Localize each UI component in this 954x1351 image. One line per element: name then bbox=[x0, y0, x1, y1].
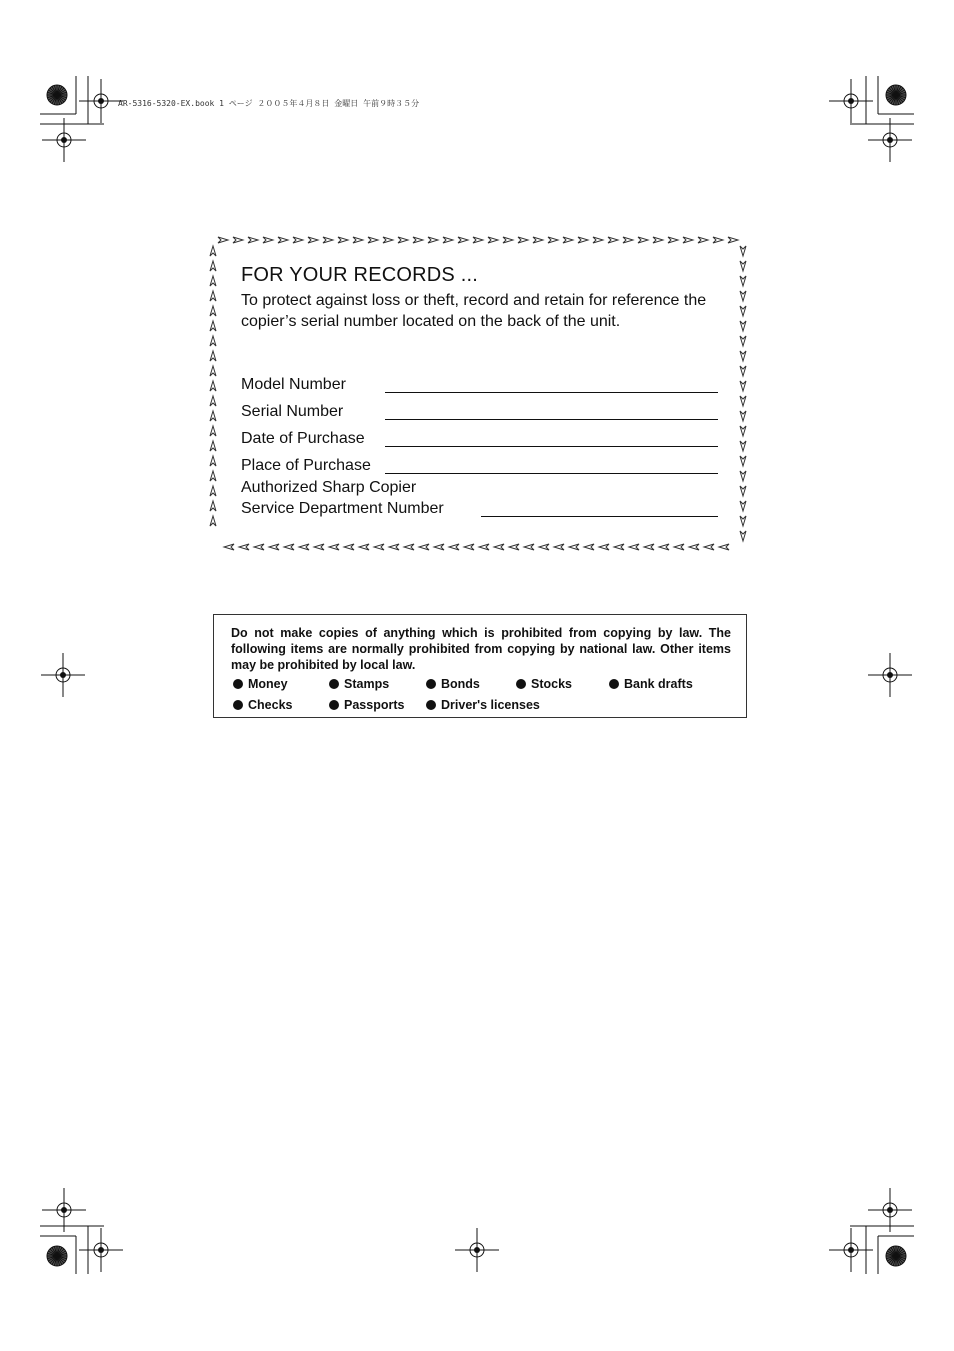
border-arrow-icon bbox=[210, 366, 216, 376]
bullet-icon bbox=[609, 679, 619, 689]
border-arrow-icon bbox=[518, 237, 528, 243]
border-arrow-icon bbox=[539, 544, 549, 550]
border-arrow-icon bbox=[428, 237, 438, 243]
border-arrow-icon bbox=[740, 471, 746, 481]
border-arrow-icon bbox=[443, 237, 453, 243]
border-arrow-icon bbox=[210, 471, 216, 481]
border-arrow-icon bbox=[494, 544, 504, 550]
border-arrow-icon bbox=[608, 237, 618, 243]
border-arrow-icon bbox=[383, 237, 393, 243]
border-arrow-icon bbox=[740, 321, 746, 331]
date-of-purchase-label: Date of Purchase bbox=[241, 430, 365, 447]
registration-dot bbox=[60, 672, 66, 678]
border-arrow-icon bbox=[299, 544, 309, 550]
border-arrow-icon bbox=[389, 544, 399, 550]
border-arrow-icon bbox=[210, 516, 216, 526]
border-arrow-icon bbox=[278, 237, 288, 243]
list-item: Money bbox=[233, 677, 288, 691]
border-arrow-icon bbox=[644, 544, 654, 550]
border-arrow-icon bbox=[210, 351, 216, 361]
border-arrow-icon bbox=[314, 544, 324, 550]
border-arrow-icon bbox=[210, 261, 216, 271]
border-arrow-icon bbox=[704, 544, 714, 550]
bullet-icon bbox=[233, 700, 243, 710]
border-arrow-icon bbox=[488, 237, 498, 243]
border-arrow-icon bbox=[368, 237, 378, 243]
model-number-label: Model Number bbox=[241, 376, 346, 393]
border-arrow-icon bbox=[239, 544, 249, 550]
bullet-icon bbox=[329, 700, 339, 710]
border-arrow-icon bbox=[210, 426, 216, 436]
border-arrow-icon bbox=[419, 544, 429, 550]
border-arrow-icon bbox=[269, 544, 279, 550]
border-arrow-icon bbox=[740, 456, 746, 466]
border-arrow-icon bbox=[554, 544, 564, 550]
registration-dot bbox=[887, 1207, 893, 1213]
registration-dot bbox=[848, 98, 854, 104]
border-arrow-icon bbox=[668, 237, 678, 243]
border-arrow-icon bbox=[524, 544, 534, 550]
border-arrow-icon bbox=[284, 544, 294, 550]
border-arrow-icon bbox=[740, 501, 746, 511]
border-arrow-icon bbox=[569, 544, 579, 550]
border-arrow-icon bbox=[210, 501, 216, 511]
border-arrow-icon bbox=[210, 456, 216, 466]
registration-dot bbox=[474, 1247, 480, 1253]
border-arrow-icon bbox=[740, 351, 746, 361]
border-arrow-icon bbox=[740, 396, 746, 406]
border-arrow-icon bbox=[210, 396, 216, 406]
border-arrow-icon bbox=[263, 237, 273, 243]
border-arrow-icon bbox=[638, 237, 648, 243]
border-arrow-icon bbox=[623, 237, 633, 243]
border-arrow-icon bbox=[248, 237, 258, 243]
list-item: Checks bbox=[233, 698, 292, 712]
registration-dot bbox=[887, 137, 893, 143]
border-arrow-icon bbox=[479, 544, 489, 550]
border-arrow-icon bbox=[210, 321, 216, 331]
border-arrow-icon bbox=[740, 291, 746, 301]
border-arrow-icon bbox=[329, 544, 339, 550]
border-arrow-icon bbox=[224, 544, 234, 550]
border-arrow-icon bbox=[740, 381, 746, 391]
border-arrow-icon bbox=[578, 237, 588, 243]
border-arrow-icon bbox=[674, 544, 684, 550]
bullet-icon bbox=[329, 679, 339, 689]
border-arrow-icon bbox=[740, 246, 746, 256]
border-arrow-icon bbox=[719, 544, 729, 550]
border-arrow-icon bbox=[233, 237, 243, 243]
border-arrow-icon bbox=[464, 544, 474, 550]
border-arrow-icon bbox=[659, 544, 669, 550]
border-arrow-icon bbox=[458, 237, 468, 243]
bullet-icon bbox=[426, 679, 436, 689]
notice-text: Do not make copies of anything which is prohibited from copying by law. The following items are normally prohibited from copying by national law. Other items may be prohibited by local law. bbox=[231, 626, 731, 672]
border-arrow-icon bbox=[338, 237, 348, 243]
border-arrow-icon bbox=[740, 336, 746, 346]
date-of-purchase-line bbox=[385, 446, 718, 447]
border-arrow-icon bbox=[740, 411, 746, 421]
border-arrow-icon bbox=[740, 306, 746, 316]
border-arrow-icon bbox=[653, 237, 663, 243]
border-arrow-icon bbox=[210, 276, 216, 286]
place-of-purchase-line bbox=[385, 473, 718, 474]
border-arrow-icon bbox=[599, 544, 609, 550]
service-dept-number-label: Service Department Number bbox=[241, 500, 444, 517]
serial-number-line bbox=[385, 419, 718, 420]
border-arrow-icon bbox=[210, 246, 216, 256]
border-arrow-icon bbox=[740, 531, 746, 541]
border-arrow-icon bbox=[210, 486, 216, 496]
border-arrow-icon bbox=[210, 306, 216, 316]
border-arrow-icon bbox=[218, 237, 228, 243]
border-arrow-icon bbox=[323, 237, 333, 243]
border-arrow-icon bbox=[740, 261, 746, 271]
print-info-header: AR-5316-5320-EX.book 1 ページ ２００５年４月８日 金曜日 午前９時３５分 bbox=[118, 99, 420, 108]
border-arrow-icon bbox=[698, 237, 708, 243]
border-arrow-icon bbox=[404, 544, 414, 550]
border-arrow-icon bbox=[509, 544, 519, 550]
border-arrow-icon bbox=[359, 544, 369, 550]
bullet-icon bbox=[426, 700, 436, 710]
border-arrow-icon bbox=[728, 237, 738, 243]
border-arrow-icon bbox=[740, 486, 746, 496]
border-arrow-icon bbox=[563, 237, 573, 243]
model-number-line bbox=[385, 392, 718, 393]
list-item: Stocks bbox=[516, 677, 572, 691]
border-arrow-icon bbox=[533, 237, 543, 243]
copy-prohibition-notice bbox=[213, 614, 747, 718]
list-item: Bank drafts bbox=[609, 677, 693, 691]
border-arrow-icon bbox=[740, 516, 746, 526]
border-arrow-icon bbox=[293, 237, 303, 243]
border-arrow-icon bbox=[614, 544, 624, 550]
border-arrow-icon bbox=[398, 237, 408, 243]
border-arrow-icon bbox=[413, 237, 423, 243]
border-arrow-icon bbox=[740, 276, 746, 286]
border-arrow-icon bbox=[353, 237, 363, 243]
list-item: Passports bbox=[329, 698, 404, 712]
registration-dot bbox=[848, 1247, 854, 1253]
list-item: Driver's licenses bbox=[426, 698, 540, 712]
border-arrow-icon bbox=[548, 237, 558, 243]
border-arrow-icon bbox=[210, 441, 216, 451]
bullet-icon bbox=[516, 679, 526, 689]
border-arrow-icon bbox=[374, 544, 384, 550]
border-arrow-icon bbox=[308, 237, 318, 243]
registration-dot bbox=[61, 137, 67, 143]
border-arrow-icon bbox=[740, 426, 746, 436]
border-arrow-icon bbox=[344, 544, 354, 550]
border-arrow-icon bbox=[473, 237, 483, 243]
registration-dot bbox=[887, 672, 893, 678]
border-arrow-icon bbox=[629, 544, 639, 550]
border-arrow-icon bbox=[254, 544, 264, 550]
border-arrow-icon bbox=[449, 544, 459, 550]
authorized-copier-label: Authorized Sharp Copier bbox=[241, 479, 417, 496]
border-arrow-icon bbox=[683, 237, 693, 243]
border-arrow-icon bbox=[593, 237, 603, 243]
border-arrow-icon bbox=[503, 237, 513, 243]
border-arrow-icon bbox=[740, 441, 746, 451]
border-arrow-icon bbox=[210, 411, 216, 421]
bullet-icon bbox=[233, 679, 243, 689]
border-arrow-icon bbox=[584, 544, 594, 550]
border-arrow-icon bbox=[210, 336, 216, 346]
records-intro: To protect against loss or theft, record and retain for reference the copier’s serial number located on the back of the unit. bbox=[241, 292, 707, 330]
service-dept-number-line bbox=[481, 516, 718, 517]
border-arrow-icon bbox=[210, 381, 216, 391]
registration-dot bbox=[98, 98, 104, 104]
border-arrow-icon bbox=[713, 237, 723, 243]
records-title: FOR YOUR RECORDS ... bbox=[241, 264, 478, 286]
registration-dot bbox=[98, 1247, 104, 1253]
list-item: Bonds bbox=[426, 677, 480, 691]
border-arrow-icon bbox=[689, 544, 699, 550]
registration-dot bbox=[61, 1207, 67, 1213]
border-arrow-icon bbox=[740, 366, 746, 376]
serial-number-label: Serial Number bbox=[241, 403, 344, 420]
border-arrow-icon bbox=[210, 291, 216, 301]
list-item: Stamps bbox=[329, 677, 389, 691]
place-of-purchase-label: Place of Purchase bbox=[241, 457, 371, 474]
border-arrow-icon bbox=[434, 544, 444, 550]
